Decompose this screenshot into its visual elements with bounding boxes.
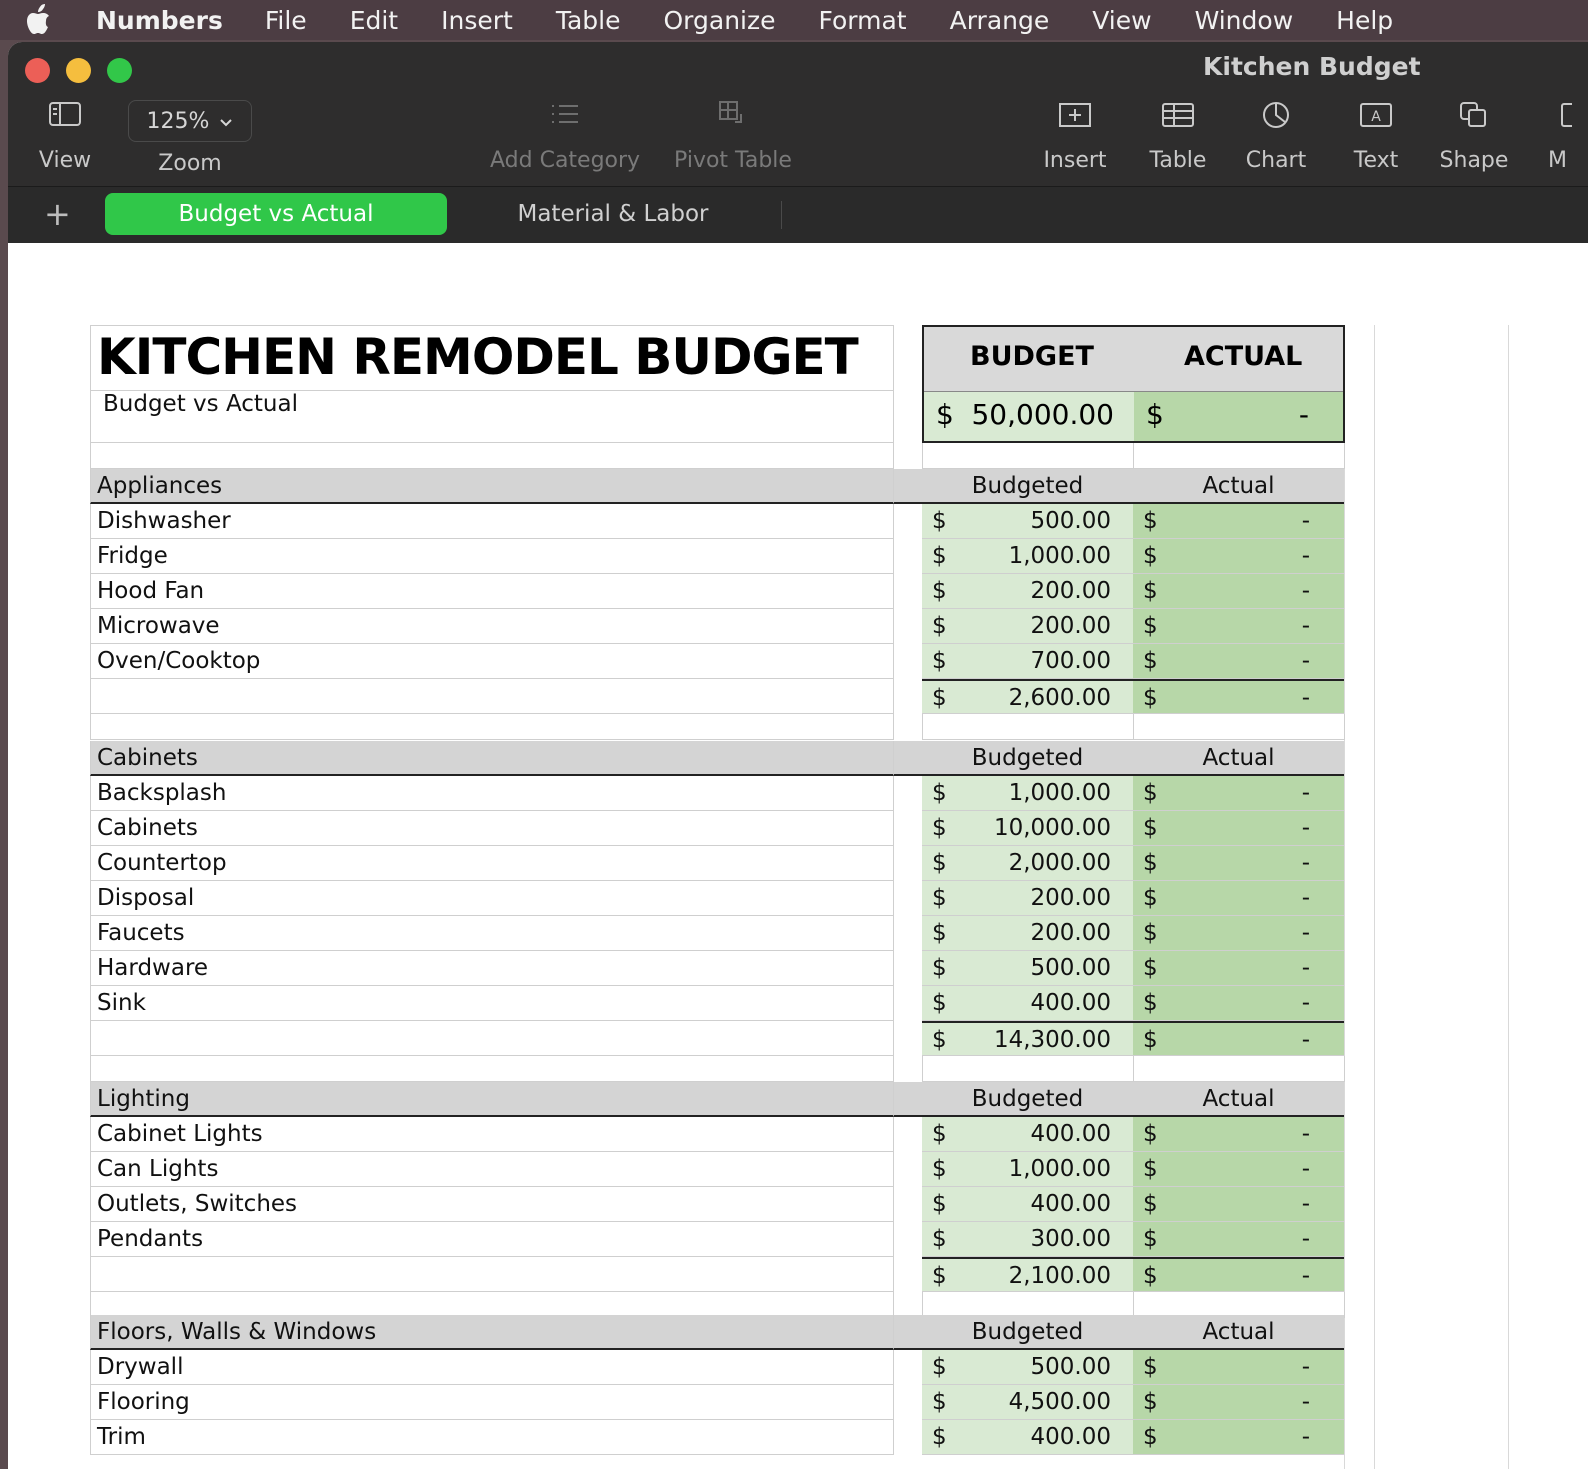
pivot-table-button[interactable] [673, 100, 793, 173]
actual-header[interactable]: Actual [1133, 1315, 1344, 1350]
actual-cell[interactable] [1133, 1385, 1344, 1420]
budget-value: 2,000.00 [1008, 850, 1111, 876]
zoom-label: Zoom [158, 151, 222, 176]
budget-value: 200.00 [1030, 578, 1111, 604]
actual-cell[interactable] [1133, 1152, 1344, 1187]
item-name[interactable]: Disposal [90, 881, 894, 916]
gap-cell [894, 1315, 922, 1350]
budget-value: 1,000.00 [1008, 543, 1111, 569]
currency-symbol: $ [932, 1424, 947, 1450]
budget-cell[interactable] [922, 574, 1133, 609]
currency-symbol: $ [932, 1156, 947, 1182]
currency-symbol: $ [1146, 398, 1164, 431]
actual-value: - [1301, 508, 1310, 534]
summary-actual-header: ACTUAL [1184, 341, 1303, 372]
summary-box [922, 325, 1345, 443]
actual-cell[interactable] [1133, 1420, 1344, 1455]
item-name[interactable]: Sink [90, 986, 894, 1021]
actual-value: - [1301, 990, 1310, 1016]
budget-cell[interactable] [922, 1222, 1133, 1257]
currency-symbol: $ [1143, 1424, 1158, 1450]
actual-total-value: - [1301, 685, 1310, 711]
tab-divider [781, 201, 782, 229]
currency-symbol: $ [932, 1389, 947, 1415]
item-name[interactable]: Drywall [90, 1350, 894, 1385]
menu-organize[interactable]: Organize [663, 5, 776, 35]
table-row [90, 986, 1588, 1021]
total-row [90, 679, 1588, 714]
actual-value: - [1301, 543, 1310, 569]
actual-value: - [1301, 955, 1310, 981]
budgeted-header[interactable]: Budgeted [922, 1082, 1133, 1117]
actual-cell[interactable] [1133, 881, 1344, 916]
total-row [90, 1021, 1588, 1056]
currency-symbol: $ [932, 990, 947, 1016]
summary-budget-value: 50,000.00 [971, 398, 1114, 431]
currency-symbol: $ [932, 1121, 947, 1147]
currency-symbol: $ [1143, 780, 1158, 806]
shape-icon [1438, 100, 1510, 140]
total-row [90, 1257, 1588, 1292]
item-name[interactable]: Microwave [90, 609, 894, 644]
actual-value: - [1301, 1389, 1310, 1415]
section-name[interactable]: Floors, Walls & Windows [90, 1315, 894, 1350]
summary-budget-header: BUDGET [970, 341, 1094, 372]
summary-actual-value: - [1298, 398, 1309, 431]
currency-symbol: $ [932, 955, 947, 981]
chart-button[interactable] [1244, 100, 1308, 173]
budget-cell[interactable] [922, 1117, 1133, 1152]
actual-cell[interactable] [1133, 846, 1344, 881]
actual-value: - [1301, 1424, 1310, 1450]
actual-cell[interactable] [1133, 1117, 1344, 1152]
currency-symbol: $ [932, 815, 947, 841]
total-label-cell[interactable] [90, 1257, 894, 1292]
sheet-tab-bar [8, 187, 1588, 243]
insert-button[interactable] [1040, 100, 1110, 173]
actual-value: - [1301, 613, 1310, 639]
item-name[interactable]: Cabinets [90, 811, 894, 846]
menu-bar [0, 0, 1588, 40]
currency-symbol: $ [1143, 1389, 1158, 1415]
actual-value: - [1301, 1226, 1310, 1252]
currency-symbol: $ [936, 398, 954, 431]
list-icon [490, 100, 640, 140]
text-button[interactable] [1348, 100, 1404, 173]
budget-cell[interactable] [922, 881, 1133, 916]
currency-symbol: $ [932, 613, 947, 639]
currency-symbol: $ [932, 1354, 947, 1380]
table-row [90, 644, 1588, 679]
budget-value: 300.00 [1030, 1226, 1111, 1252]
toolbar [8, 42, 1588, 187]
currency-symbol: $ [932, 1226, 947, 1252]
view-button[interactable] [32, 100, 98, 173]
summary-actual-cell[interactable] [1134, 392, 1343, 441]
item-name[interactable]: Can Lights [90, 1152, 894, 1187]
actual-total-value: - [1301, 1263, 1310, 1289]
shape-button[interactable] [1438, 100, 1510, 173]
chevron-down-icon [219, 109, 233, 134]
currency-symbol: $ [1143, 648, 1158, 674]
budget-cell[interactable] [922, 846, 1133, 881]
item-name[interactable]: Cabinet Lights [90, 1117, 894, 1152]
table-row [90, 776, 1588, 811]
budget-cell[interactable] [922, 951, 1133, 986]
item-name[interactable]: Trim [90, 1420, 894, 1455]
item-name[interactable]: Faucets [90, 916, 894, 951]
zoom-value: 125% [146, 108, 210, 134]
currency-symbol: $ [932, 578, 947, 604]
menu-app-numbers[interactable]: Numbers [96, 5, 223, 35]
menu-format[interactable]: Format [818, 5, 907, 35]
tab-budget-vs-actual[interactable]: Budget vs Actual [105, 193, 447, 235]
actual-value: - [1301, 578, 1310, 604]
summary-header [924, 327, 1343, 392]
table-row [90, 811, 1588, 846]
item-name[interactable]: Oven/Cooktop [90, 644, 894, 679]
menu-arrange[interactable]: Arrange [949, 5, 1050, 35]
gap-cell [894, 469, 922, 504]
add-category-button[interactable] [490, 100, 640, 173]
budgeted-header[interactable]: Budgeted [922, 469, 1133, 504]
budget-cell[interactable] [922, 916, 1133, 951]
currency-symbol: $ [932, 648, 947, 674]
currency-symbol: $ [1143, 1156, 1158, 1182]
actual-value: - [1301, 885, 1310, 911]
sheet-title[interactable]: KITCHEN REMODEL BUDGET [90, 325, 894, 391]
section-name[interactable]: Cabinets [90, 741, 894, 776]
zoom-select[interactable] [128, 100, 252, 142]
budget-total-cell[interactable] [922, 1257, 1133, 1292]
menu-view[interactable]: View [1092, 5, 1152, 35]
table-row [90, 504, 1588, 539]
media-label: M [1548, 148, 1567, 173]
chart-label: Chart [1245, 148, 1307, 173]
total-label-cell[interactable] [90, 1021, 894, 1056]
menu-insert[interactable]: Insert [441, 5, 513, 35]
minimize-window-button[interactable] [66, 58, 91, 83]
currency-symbol: $ [932, 1263, 947, 1289]
actual-header[interactable]: Actual [1133, 469, 1344, 504]
tab-material-labor[interactable]: Material & Labor [517, 201, 709, 227]
sheet-canvas [8, 243, 1588, 1469]
actual-cell[interactable] [1133, 916, 1344, 951]
actual-cell[interactable] [1133, 986, 1344, 1021]
actual-cell[interactable] [1133, 644, 1344, 679]
budget-cell[interactable] [922, 1152, 1133, 1187]
budget-cell[interactable] [922, 1187, 1133, 1222]
currency-symbol: $ [1143, 1121, 1158, 1147]
currency-symbol: $ [1143, 508, 1158, 534]
table-row [90, 609, 1588, 644]
add-category-label: Add Category [490, 148, 641, 173]
item-name[interactable]: Hood Fan [90, 574, 894, 609]
budget-value: 500.00 [1030, 508, 1111, 534]
blank-row [90, 714, 1345, 740]
budget-total-value: 14,300.00 [993, 1027, 1111, 1053]
budget-value: 400.00 [1030, 1424, 1111, 1450]
actual-value: - [1301, 1121, 1310, 1147]
currency-symbol: $ [1143, 815, 1158, 841]
table-row [90, 539, 1588, 574]
budget-value: 4,500.00 [1008, 1389, 1111, 1415]
currency-symbol: $ [1143, 1226, 1158, 1252]
svg-text:A: A [1371, 109, 1381, 125]
currency-symbol: $ [932, 1027, 947, 1053]
actual-cell[interactable] [1133, 951, 1344, 986]
budget-cell[interactable] [922, 776, 1133, 811]
blank-row [90, 1056, 1345, 1082]
budget-value: 400.00 [1030, 1191, 1111, 1217]
currency-symbol: $ [1143, 1263, 1158, 1289]
table-row [90, 881, 1588, 916]
currency-symbol: $ [1143, 578, 1158, 604]
item-name[interactable]: Hardware [90, 951, 894, 986]
table-button[interactable] [1146, 100, 1210, 173]
pivot-table-label: Pivot Table [674, 148, 792, 173]
menu-window[interactable]: Window [1194, 5, 1294, 35]
budget-value: 1,000.00 [1008, 1156, 1111, 1182]
text-box-icon [1348, 100, 1404, 140]
currency-symbol: $ [932, 543, 947, 569]
actual-cell[interactable] [1133, 1350, 1344, 1385]
item-name[interactable]: Backsplash [90, 776, 894, 811]
media-button[interactable] [1542, 100, 1572, 173]
budgeted-header[interactable]: Budgeted [922, 741, 1133, 776]
currency-symbol: $ [932, 920, 947, 946]
zoom-window-button[interactable] [107, 58, 132, 83]
actual-total-cell[interactable] [1133, 1257, 1344, 1292]
currency-symbol: $ [1143, 1027, 1158, 1053]
table-label: Table [1149, 148, 1207, 173]
blank-row [90, 443, 1345, 469]
budget-cell[interactable] [922, 986, 1133, 1021]
currency-symbol: $ [932, 508, 947, 534]
budget-value: 200.00 [1030, 885, 1111, 911]
gap-cell [894, 1082, 922, 1117]
item-name[interactable]: Fridge [90, 539, 894, 574]
currency-symbol: $ [1143, 1191, 1158, 1217]
menu-file[interactable]: File [264, 5, 307, 35]
budget-cell[interactable] [922, 609, 1133, 644]
insert-label: Insert [1043, 148, 1107, 173]
table-row [90, 1350, 1588, 1385]
currency-symbol: $ [932, 685, 947, 711]
section-header-row [90, 741, 1588, 776]
budget-cell[interactable] [922, 1385, 1133, 1420]
actual-value: - [1301, 1156, 1310, 1182]
budget-value: 1,000.00 [1008, 780, 1111, 806]
table-row [90, 846, 1588, 881]
actual-total-value: - [1301, 1027, 1310, 1053]
currency-symbol: $ [1143, 613, 1158, 639]
budget-cell[interactable] [922, 1420, 1133, 1455]
budget-value: 10,000.00 [993, 815, 1111, 841]
currency-symbol: $ [1143, 990, 1158, 1016]
pie-chart-icon [1244, 100, 1308, 140]
section-name[interactable]: Lighting [90, 1082, 894, 1117]
actual-cell[interactable] [1133, 574, 1344, 609]
currency-symbol: $ [1143, 850, 1158, 876]
budget-cell[interactable] [922, 811, 1133, 846]
text-label: Text [1353, 148, 1399, 173]
actual-total-cell[interactable] [1133, 679, 1344, 714]
budget-cell[interactable] [922, 539, 1133, 574]
section-header-row [90, 1315, 1588, 1350]
currency-symbol: $ [1143, 543, 1158, 569]
menu-edit[interactable]: Edit [349, 5, 399, 35]
table-row [90, 1222, 1588, 1257]
actual-header[interactable]: Actual [1133, 741, 1344, 776]
currency-symbol: $ [1143, 920, 1158, 946]
currency-symbol: $ [932, 850, 947, 876]
budget-value: 200.00 [1030, 613, 1111, 639]
view-label: View [38, 148, 92, 173]
pivot-table-icon [673, 100, 793, 140]
sheet-subtitle[interactable]: Budget vs Actual [90, 391, 894, 443]
table-row [90, 574, 1588, 609]
apple-logo-icon[interactable] [26, 2, 62, 38]
section-header-row [90, 469, 1588, 504]
budgeted-header[interactable]: Budgeted [922, 1315, 1133, 1350]
item-name[interactable]: Outlets, Switches [90, 1187, 894, 1222]
budget-value: 400.00 [1030, 1121, 1111, 1147]
table-icon [1146, 100, 1210, 140]
section-name[interactable]: Appliances [90, 469, 894, 504]
actual-cell[interactable] [1133, 539, 1344, 574]
actual-value: - [1301, 850, 1310, 876]
menu-help[interactable]: Help [1336, 5, 1394, 35]
budget-value: 400.00 [1030, 990, 1111, 1016]
budget-cell[interactable] [922, 644, 1133, 679]
budget-total-value: 2,600.00 [1008, 685, 1111, 711]
table-row [90, 916, 1588, 951]
budget-cell[interactable] [922, 504, 1133, 539]
table-row [90, 1187, 1588, 1222]
actual-value: - [1301, 920, 1310, 946]
table-row [90, 1420, 1588, 1455]
actual-cell[interactable] [1133, 609, 1344, 644]
window-title: Kitchen Budget [1203, 52, 1421, 81]
sidebar-icon [32, 100, 98, 140]
actual-cell[interactable] [1133, 776, 1344, 811]
budget-total-cell[interactable] [922, 1021, 1133, 1056]
table-row [90, 1385, 1588, 1420]
item-name[interactable]: Pendants [90, 1222, 894, 1257]
actual-value: - [1301, 780, 1310, 806]
budget-total-value: 2,100.00 [1008, 1263, 1111, 1289]
item-name[interactable]: Countertop [90, 846, 894, 881]
table-row [90, 1152, 1588, 1187]
actual-cell[interactable] [1133, 1222, 1344, 1257]
table-row [90, 951, 1588, 986]
actual-cell[interactable] [1133, 1187, 1344, 1222]
budget-total-cell[interactable] [922, 679, 1133, 714]
section-header-row [90, 1082, 1588, 1117]
actual-value: - [1301, 815, 1310, 841]
budget-value: 200.00 [1030, 920, 1111, 946]
actual-value: - [1301, 1354, 1310, 1380]
currency-symbol: $ [1143, 955, 1158, 981]
numbers-window [8, 42, 1588, 1469]
budget-cell[interactable] [922, 1350, 1133, 1385]
add-sheet-plus-icon[interactable]: + [44, 195, 71, 233]
shape-label: Shape [1439, 148, 1509, 173]
currency-symbol: $ [1143, 685, 1158, 711]
table-row [90, 1117, 1588, 1152]
total-label-cell[interactable] [90, 679, 894, 714]
currency-symbol: $ [1143, 1354, 1158, 1380]
actual-cell[interactable] [1133, 504, 1344, 539]
close-window-button[interactable] [25, 58, 50, 83]
actual-header[interactable]: Actual [1133, 1082, 1344, 1117]
gap-cell [894, 741, 922, 776]
actual-total-cell[interactable] [1133, 1021, 1344, 1056]
actual-value: - [1301, 1191, 1310, 1217]
item-name[interactable]: Dishwasher [90, 504, 894, 539]
budget-value: 700.00 [1030, 648, 1111, 674]
currency-symbol: $ [932, 1191, 947, 1217]
currency-symbol: $ [932, 780, 947, 806]
actual-value: - [1301, 648, 1310, 674]
insert-icon [1040, 100, 1110, 140]
currency-symbol: $ [932, 885, 947, 911]
currency-symbol: $ [1143, 885, 1158, 911]
budget-value: 500.00 [1030, 1354, 1111, 1380]
summary-budget-cell[interactable] [924, 392, 1134, 441]
menu-table[interactable]: Table [555, 5, 621, 35]
actual-cell[interactable] [1133, 811, 1344, 846]
item-name[interactable]: Flooring [90, 1385, 894, 1420]
media-icon [1542, 100, 1572, 140]
budget-value: 500.00 [1030, 955, 1111, 981]
